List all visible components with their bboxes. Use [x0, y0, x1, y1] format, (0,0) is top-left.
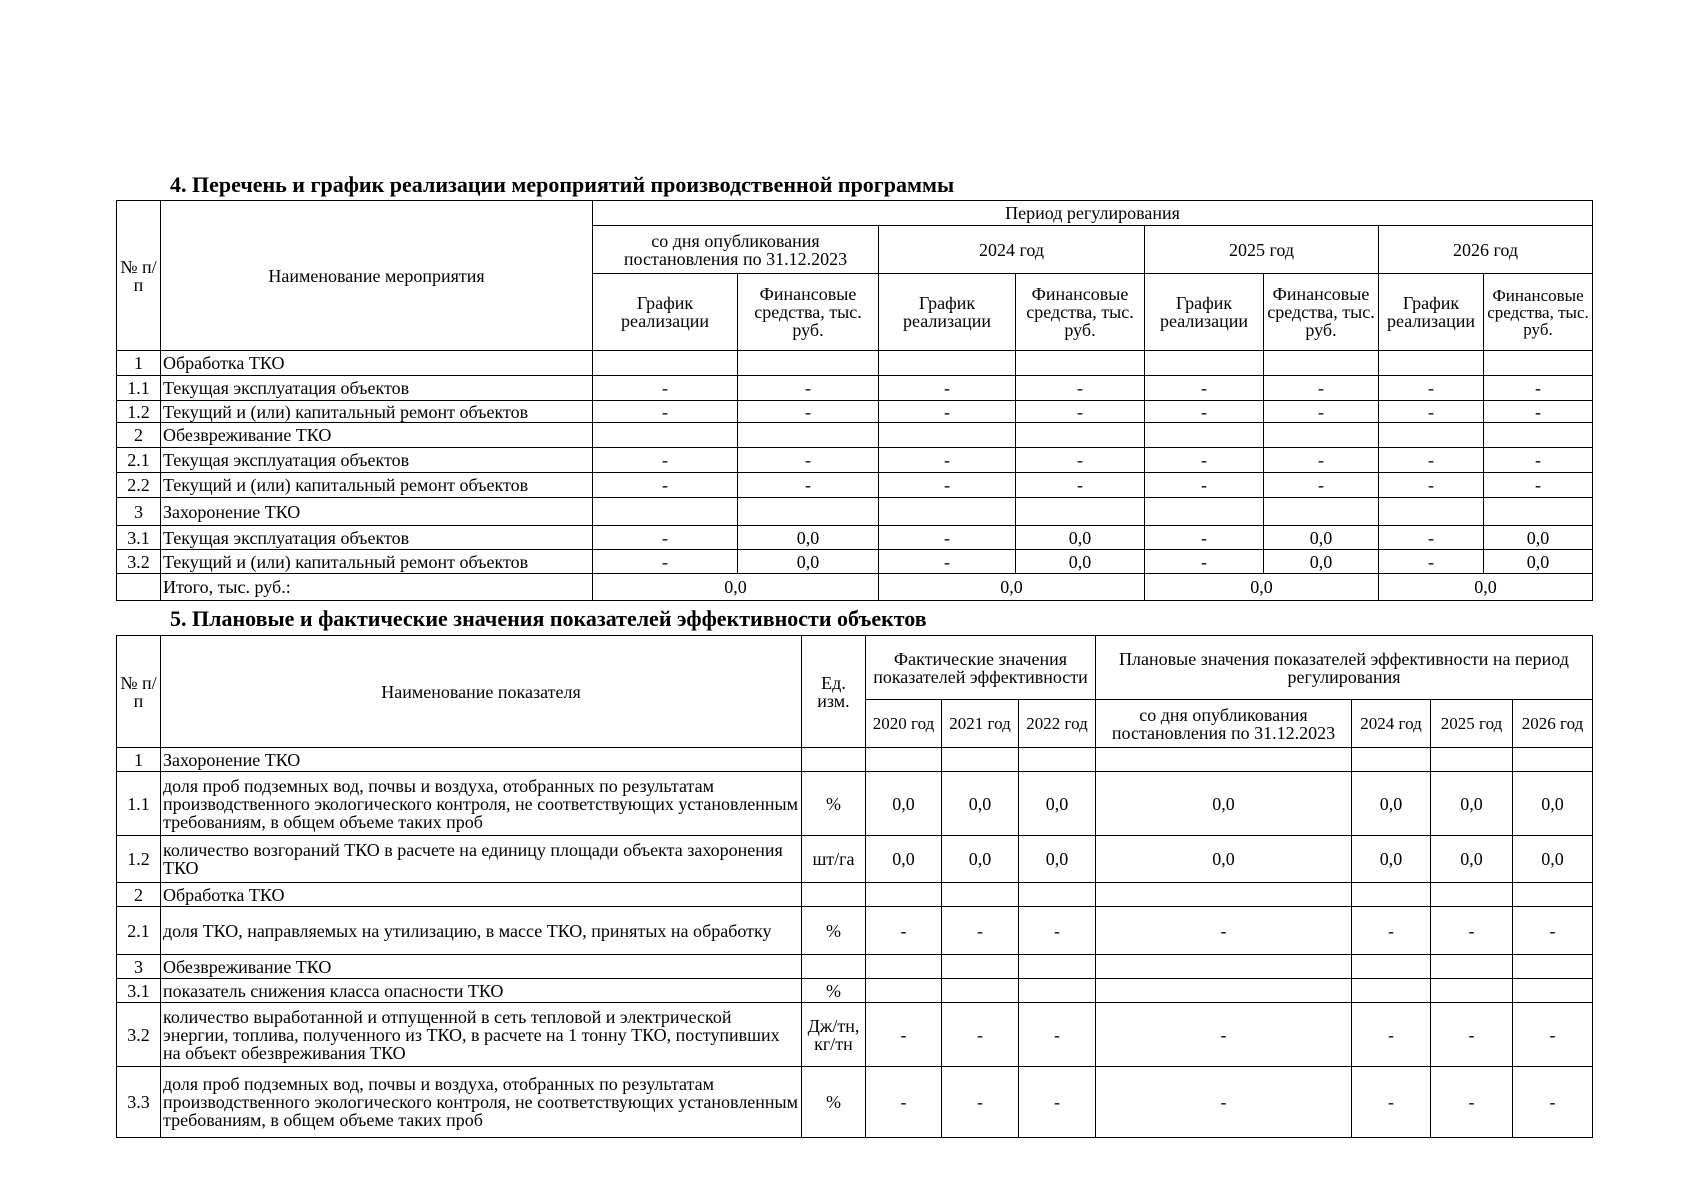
- t5-row-name: Обработка ТКО: [161, 883, 802, 907]
- t5-header-pfrom: со дня опубликования постановления по 31.12.2023: [1096, 700, 1352, 748]
- t4-row-value: -: [879, 550, 1016, 574]
- t4-header-finance: Финансовые средства, тыс. руб.: [1016, 274, 1145, 351]
- t5-row-value: -: [1513, 1003, 1593, 1067]
- t5-row-name: Захоронение ТКО: [161, 748, 802, 772]
- t4-header-finance: Финансовые средства, тыс. руб.: [1264, 274, 1379, 351]
- t4-row-value: [738, 498, 879, 526]
- t5-row-value: 0,0: [942, 772, 1019, 836]
- t5-row-value: [1096, 979, 1352, 1003]
- t4-total-label: Итого, тыс. руб.:: [161, 574, 593, 601]
- t4-row-value: -: [1016, 401, 1145, 423]
- t5-row: [117, 883, 1593, 907]
- t5-row-value: [866, 979, 942, 1003]
- t4-row-value: [1264, 498, 1379, 526]
- t4-row-value: [1145, 423, 1264, 448]
- t5-header-planned: Плановые значения показателей эффективности на период регулирования: [1096, 636, 1593, 700]
- t4-header-period: Период регулирования: [593, 201, 1593, 226]
- t5-row-value: 0,0: [866, 772, 942, 836]
- t4-row-value: [1264, 351, 1379, 376]
- t5-header-unit: Ед. изм.: [802, 636, 866, 748]
- t5-row-unit: %: [802, 979, 866, 1003]
- t4-row-value: [1484, 351, 1593, 376]
- t4-row-value: [1484, 423, 1593, 448]
- t4-row-value: [1145, 498, 1264, 526]
- t4-row: [117, 448, 1593, 473]
- t4-header-schedule: График реализации: [1145, 274, 1264, 351]
- t4-row-name: Обезвреживание ТКО: [161, 423, 593, 448]
- t4-row-value: -: [1484, 473, 1593, 498]
- t4-row: [117, 473, 1593, 498]
- t4-row-name: Текущий и (или) капитальный ремонт объектов: [161, 473, 593, 498]
- t4-row-value: -: [1379, 401, 1484, 423]
- t4-row-value: 0,0: [1484, 526, 1593, 550]
- t5-row-value: [866, 955, 942, 979]
- t5-row-value: 0,0: [1096, 836, 1352, 883]
- t4-header-p4: 2026 год: [1379, 226, 1593, 274]
- t4-total-value: 0,0: [1145, 574, 1379, 601]
- t4-row-value: -: [1145, 526, 1264, 550]
- production-program-table: [116, 200, 1593, 601]
- t4-row-name: Текущий и (или) капитальный ремонт объектов: [161, 401, 593, 423]
- t4-row-value: -: [1379, 448, 1484, 473]
- t5-row: [117, 772, 1593, 836]
- t5-row-value: -: [1513, 907, 1593, 955]
- t4-row-name: Текущий и (или) капитальный ремонт объектов: [161, 550, 593, 574]
- t4-row-value: 0,0: [1264, 550, 1379, 574]
- t5-row-value: [1096, 883, 1352, 907]
- t4-row-value: [879, 498, 1016, 526]
- t5-row-value: 0,0: [1352, 836, 1431, 883]
- t4-row-value: -: [879, 526, 1016, 550]
- t5-row-value: -: [1019, 907, 1096, 955]
- t4-row-value: -: [1264, 473, 1379, 498]
- t4-row-value: [1145, 351, 1264, 376]
- t4-row-value: 0,0: [738, 550, 879, 574]
- t4-row-value: -: [1379, 526, 1484, 550]
- t5-row-name: доля проб подземных вод, почвы и воздуха, отобранных по результатам производственного экологического контроля, не соответствующих установленным требованиям, в общем объеме таких проб: [161, 772, 802, 836]
- t4-header-schedule: График реализации: [1379, 274, 1484, 351]
- t5-row-value: 0,0: [1513, 836, 1593, 883]
- t4-row-value: -: [1016, 376, 1145, 401]
- t4-row-num: 2.1: [117, 448, 161, 473]
- t4-header-schedule: График реализации: [593, 274, 738, 351]
- t4-header-p2: 2024 год: [879, 226, 1145, 274]
- t4-row-value: -: [879, 376, 1016, 401]
- t4-row-value: -: [1145, 473, 1264, 498]
- t4-row-value: [593, 423, 738, 448]
- section5-title: 5. Плановые и фактические значения показателей эффективности объектов: [170, 606, 927, 631]
- t5-row-value: -: [1352, 1067, 1431, 1138]
- t5-row-value: -: [942, 1067, 1019, 1138]
- t4-row: [117, 423, 1593, 448]
- t5-row-value: -: [1019, 1067, 1096, 1138]
- t4-row: [117, 526, 1593, 550]
- t4-row-value: [1379, 351, 1484, 376]
- t4-header-num: № п/п: [117, 201, 161, 351]
- t4-row: [117, 498, 1593, 526]
- t4-row-value: -: [1145, 376, 1264, 401]
- t4-row-value: [738, 423, 879, 448]
- t5-row-name: количество выработанной и отпущенной в сеть тепловой и электрической энергии, топлива, полученного из ТКО, в расчете на 1 тонну ТКО, поступивших на объект обезвреживания ТКО: [161, 1003, 802, 1067]
- t4-row-value: -: [593, 376, 738, 401]
- t5-row-num: 3: [117, 955, 161, 979]
- t5-row-unit: Дж/тн, кг/тн: [802, 1003, 866, 1067]
- t5-row-name: показатель снижения класса опасности ТКО: [161, 979, 802, 1003]
- t5-row-value: [1019, 955, 1096, 979]
- t5-row-value: [1352, 883, 1431, 907]
- t5-row-unit: %: [802, 1067, 866, 1138]
- t5-row-value: [1431, 955, 1513, 979]
- t5-row: [117, 748, 1593, 772]
- t5-row-value: [1431, 979, 1513, 1003]
- t4-row-value: -: [1379, 376, 1484, 401]
- t5-row-value: -: [1431, 907, 1513, 955]
- t5-header-y2020: 2020 год: [866, 700, 942, 748]
- t5-header-y2026: 2026 год: [1513, 700, 1593, 748]
- t5-row-unit: [802, 883, 866, 907]
- t4-row-value: -: [738, 473, 879, 498]
- t5-row-num: 2: [117, 883, 161, 907]
- t4-row-num: 2: [117, 423, 161, 448]
- t5-row-value: [1352, 979, 1431, 1003]
- t4-row-value: [1016, 351, 1145, 376]
- t4-row-value: -: [593, 448, 738, 473]
- t5-row: [117, 836, 1593, 883]
- t5-row-value: -: [1019, 1003, 1096, 1067]
- t4-row-num: 1.1: [117, 376, 161, 401]
- t4-row-value: -: [1484, 448, 1593, 473]
- t5-row-num: 3.1: [117, 979, 161, 1003]
- t4-row: [117, 401, 1593, 423]
- t4-row-value: [1379, 498, 1484, 526]
- t5-row-value: [1352, 955, 1431, 979]
- t5-row-value: -: [942, 907, 1019, 955]
- t5-row: [117, 1067, 1593, 1138]
- t5-row-value: [942, 748, 1019, 772]
- t4-row-num: 3: [117, 498, 161, 526]
- t5-row-num: 1.1: [117, 772, 161, 836]
- t5-row-value: [942, 955, 1019, 979]
- t5-row-value: [1096, 748, 1352, 772]
- t4-row-value: [879, 423, 1016, 448]
- t4-row: [117, 376, 1593, 401]
- t5-row-value: -: [1096, 1067, 1352, 1138]
- t4-row-value: [1016, 423, 1145, 448]
- t4-row-value: [879, 351, 1016, 376]
- t4-row-num: 1: [117, 351, 161, 376]
- t5-row-value: -: [1352, 907, 1431, 955]
- t5-row-value: -: [942, 1003, 1019, 1067]
- t5-row-value: -: [1431, 1003, 1513, 1067]
- t4-row-value: -: [1145, 401, 1264, 423]
- t4-row-value: -: [593, 526, 738, 550]
- t5-row-value: 0,0: [1431, 772, 1513, 836]
- t4-row-value: -: [1145, 448, 1264, 473]
- t5-row-unit: [802, 748, 866, 772]
- t4-row-value: 0,0: [1264, 526, 1379, 550]
- t4-row-value: -: [1145, 550, 1264, 574]
- t5-row-value: [1019, 748, 1096, 772]
- t4-row-name: Захоронение ТКО: [161, 498, 593, 526]
- t5-row-value: [1431, 748, 1513, 772]
- t5-row-value: [1019, 979, 1096, 1003]
- t5-row-value: [1513, 883, 1593, 907]
- t5-row-value: -: [866, 1003, 942, 1067]
- t4-row-value: -: [1379, 473, 1484, 498]
- t5-row-value: -: [866, 1067, 942, 1138]
- t5-row-value: 0,0: [1352, 772, 1431, 836]
- t5-row-value: -: [1513, 1067, 1593, 1138]
- t4-row-value: -: [738, 376, 879, 401]
- t5-row-value: -: [1096, 1003, 1352, 1067]
- t4-row-name: Текущая эксплуатация объектов: [161, 526, 593, 550]
- t4-row-name: Текущая эксплуатация объектов: [161, 376, 593, 401]
- t4-row-num: 1.2: [117, 401, 161, 423]
- t5-row-name: количество возгораний ТКО в расчете на единицу площади объекта захоронения ТКО: [161, 836, 802, 883]
- t4-header-finance: Финансовые средства, тыс. руб.: [738, 274, 879, 351]
- t5-row-value: [1352, 748, 1431, 772]
- t5-header-y2021: 2021 год: [942, 700, 1019, 748]
- t5-row-value: [942, 979, 1019, 1003]
- t5-row-num: 3.3: [117, 1067, 161, 1138]
- t5-row-num: 3.2: [117, 1003, 161, 1067]
- t5-row-value: 0,0: [1513, 772, 1593, 836]
- t4-row-value: -: [1484, 376, 1593, 401]
- t5-header-name: Наименование показателя: [161, 636, 802, 748]
- t4-row-value: 0,0: [738, 526, 879, 550]
- t4-total-value: 0,0: [1379, 574, 1593, 601]
- t4-row-value: -: [593, 550, 738, 574]
- t5-header-actual: Фактические значения показателей эффективности: [866, 636, 1096, 700]
- t4-row-name: Текущая эксплуатация объектов: [161, 448, 593, 473]
- t5-header-num: № п/п: [117, 636, 161, 748]
- t4-row-num: 3.2: [117, 550, 161, 574]
- t5-row-value: 0,0: [1019, 836, 1096, 883]
- t5-row-value: 0,0: [866, 836, 942, 883]
- t5-row-value: 0,0: [1431, 836, 1513, 883]
- t4-row-name: Обработка ТКО: [161, 351, 593, 376]
- t4-total-num: [117, 574, 161, 601]
- t4-row-value: -: [1264, 401, 1379, 423]
- t5-row-value: -: [866, 907, 942, 955]
- t4-header-p1: со дня опубликования постановления по 31.12.2023: [593, 226, 879, 274]
- t4-row-value: -: [1264, 448, 1379, 473]
- t4-row-value: [1264, 423, 1379, 448]
- t5-row-name: доля проб подземных вод, почвы и воздуха, отобранных по результатам производственного экологического контроля, не соответствующих установленным требованиям, в общем объеме таких проб: [161, 1067, 802, 1138]
- t5-row: [117, 979, 1593, 1003]
- t5-row-value: [866, 883, 942, 907]
- t5-row-value: -: [1352, 1003, 1431, 1067]
- t4-row-value: -: [1264, 376, 1379, 401]
- t5-header-y2022: 2022 год: [1019, 700, 1096, 748]
- t4-row-value: [593, 498, 738, 526]
- t5-row-unit: [802, 955, 866, 979]
- t4-row-value: 0,0: [1016, 550, 1145, 574]
- t5-row-value: [1513, 979, 1593, 1003]
- t5-row-num: 1: [117, 748, 161, 772]
- t4-row-value: [738, 351, 879, 376]
- t5-row-value: [866, 748, 942, 772]
- t4-row-value: -: [879, 448, 1016, 473]
- t5-row: [117, 1003, 1593, 1067]
- t4-row-value: -: [1016, 448, 1145, 473]
- t5-row-value: [1513, 748, 1593, 772]
- t4-row-value: 0,0: [1484, 550, 1593, 574]
- t5-row-num: 1.2: [117, 836, 161, 883]
- t5-row-value: -: [1431, 1067, 1513, 1138]
- t5-row-value: 0,0: [1019, 772, 1096, 836]
- t5-row-unit: шт/га: [802, 836, 866, 883]
- t4-row: [117, 550, 1593, 574]
- t4-row-value: [593, 351, 738, 376]
- t4-row-num: 2.2: [117, 473, 161, 498]
- t5-row: [117, 907, 1593, 955]
- t5-row-value: 0,0: [1096, 772, 1352, 836]
- t5-header-y2025: 2025 год: [1431, 700, 1513, 748]
- t4-total-value: 0,0: [879, 574, 1145, 601]
- t5-row-value: [942, 883, 1019, 907]
- t5-row-value: [1431, 883, 1513, 907]
- t4-header-name: Наименование мероприятия: [161, 201, 593, 351]
- efficiency-indicators-table: [116, 635, 1593, 1138]
- t4-row-value: -: [879, 401, 1016, 423]
- t5-row-value: [1513, 955, 1593, 979]
- t4-row-value: -: [738, 401, 879, 423]
- t5-row-name: доля ТКО, направляемых на утилизацию, в массе ТКО, принятых на обработку: [161, 907, 802, 955]
- t4-row-value: -: [738, 448, 879, 473]
- t5-row-value: [1096, 955, 1352, 979]
- t4-row-value: [1484, 498, 1593, 526]
- t4-header-finance: Финансовые средства, тыс. руб.: [1484, 274, 1593, 351]
- t4-header-schedule: График реализации: [879, 274, 1016, 351]
- t4-header-p3: 2025 год: [1145, 226, 1379, 274]
- t5-row: [117, 955, 1593, 979]
- t5-row-value: -: [1096, 907, 1352, 955]
- t4-row-value: -: [879, 473, 1016, 498]
- t5-row-name: Обезвреживание ТКО: [161, 955, 802, 979]
- t4-row-value: -: [593, 401, 738, 423]
- t4-row-value: [1016, 498, 1145, 526]
- t5-row-value: [1019, 883, 1096, 907]
- t4-row-value: -: [593, 473, 738, 498]
- t4-row-value: -: [1379, 550, 1484, 574]
- t5-row-value: 0,0: [942, 836, 1019, 883]
- t4-total-value: 0,0: [593, 574, 879, 601]
- t4-row-value: -: [1016, 473, 1145, 498]
- t4-row-value: [1379, 423, 1484, 448]
- t5-row-num: 2.1: [117, 907, 161, 955]
- t5-header-y2024: 2024 год: [1352, 700, 1431, 748]
- t4-row: [117, 351, 1593, 376]
- t4-row-value: -: [1484, 401, 1593, 423]
- t4-row-value: 0,0: [1016, 526, 1145, 550]
- t5-row-unit: %: [802, 907, 866, 955]
- section4-title: 4. Перечень и график реализации мероприятий производственной программы: [170, 172, 955, 197]
- t4-row-num: 3.1: [117, 526, 161, 550]
- t5-row-unit: %: [802, 772, 866, 836]
